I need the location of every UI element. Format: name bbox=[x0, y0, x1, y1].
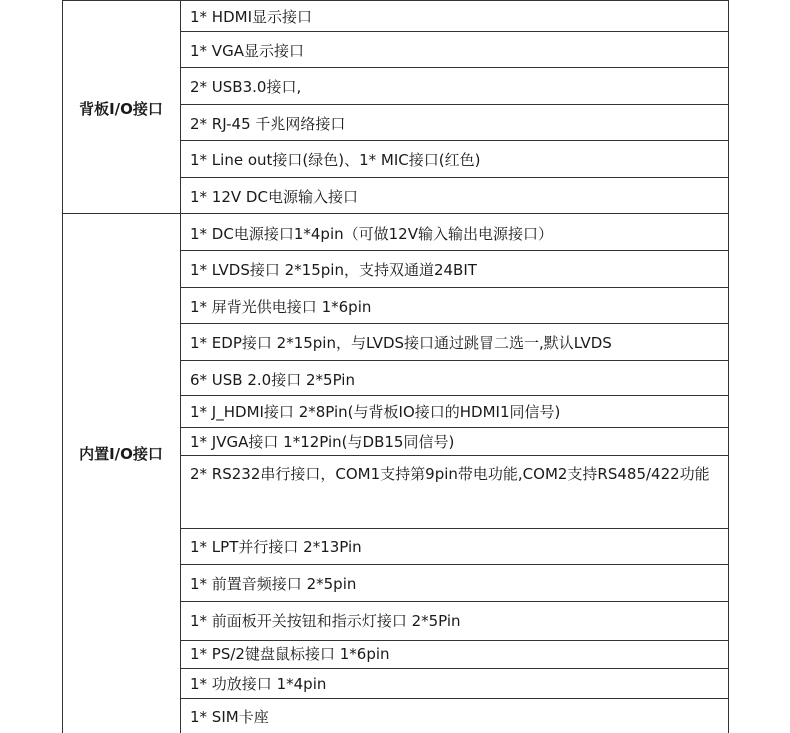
table-row: 1* 屏背光供电接口 1*6pin bbox=[190, 298, 372, 316]
row-divider bbox=[180, 564, 729, 565]
table-row: 1* JVGA接口 1*12Pin(与DB15同信号) bbox=[190, 433, 455, 451]
table-row: 1* 前面板开关按钮和指示灯接口 2*5Pin bbox=[190, 612, 461, 630]
section-title-rear-io: 背板I/O接口 bbox=[79, 100, 163, 118]
row-divider bbox=[180, 395, 729, 396]
row-divider bbox=[180, 640, 729, 641]
row-divider bbox=[180, 455, 729, 456]
table-row: 1* SIM卡座 bbox=[190, 708, 269, 726]
row-divider bbox=[180, 323, 729, 324]
row-divider bbox=[62, 0, 729, 1]
section-title-internal-io: 内置I/O接口 bbox=[79, 445, 163, 463]
table-row: 2* RJ-45 千兆网络接口 bbox=[190, 115, 346, 133]
table-row: 1* LPT并行接口 2*13Pin bbox=[190, 538, 362, 556]
row-divider bbox=[180, 67, 729, 68]
table-row: 6* USB 2.0接口 2*5Pin bbox=[190, 371, 355, 389]
row-divider bbox=[180, 528, 729, 529]
row-divider bbox=[180, 360, 729, 361]
table-row: 2* RS232串行接口，COM1支持第9pin带电功能,COM2支持RS485/422功能 bbox=[190, 465, 710, 483]
row-divider bbox=[180, 250, 729, 251]
table-row: 1* J_HDMI接口 2*8Pin(与背板IO接口的HDMI1同信号) bbox=[190, 403, 561, 421]
row-divider bbox=[180, 31, 729, 32]
table-row: 1* HDMI显示接口 bbox=[190, 8, 313, 26]
row-divider bbox=[180, 287, 729, 288]
table-row: 1* 前置音频接口 2*5pin bbox=[190, 575, 357, 593]
table-row: 1* EDP接口 2*15pin，与LVDS接口通过跳冒二选一,默认LVDS bbox=[190, 334, 612, 352]
row-divider bbox=[180, 668, 729, 669]
row-divider bbox=[180, 177, 729, 178]
table-row: 1* PS/2键盘鼠标接口 1*6pin bbox=[190, 645, 390, 663]
row-divider bbox=[180, 427, 729, 428]
row-divider bbox=[180, 104, 729, 105]
row-divider bbox=[180, 601, 729, 602]
row-divider bbox=[180, 698, 729, 699]
table-row: 1* 12V DC电源输入接口 bbox=[190, 188, 358, 206]
table-row: 1* DC电源接口1*4pin（可做12V输入输出电源接口） bbox=[190, 225, 553, 243]
table-row: 1* LVDS接口 2*15pin，支持双通道24BIT bbox=[190, 261, 477, 279]
table-row: 2* USB3.0接口, bbox=[190, 78, 302, 96]
row-divider bbox=[180, 140, 729, 141]
table-row: 1* 功放接口 1*4pin bbox=[190, 675, 327, 693]
table-row: 1* VGA显示接口 bbox=[190, 42, 304, 60]
table-row: 1* Line out接口(绿色)、1* MIC接口(红色) bbox=[190, 151, 481, 169]
section-divider bbox=[62, 213, 729, 214]
